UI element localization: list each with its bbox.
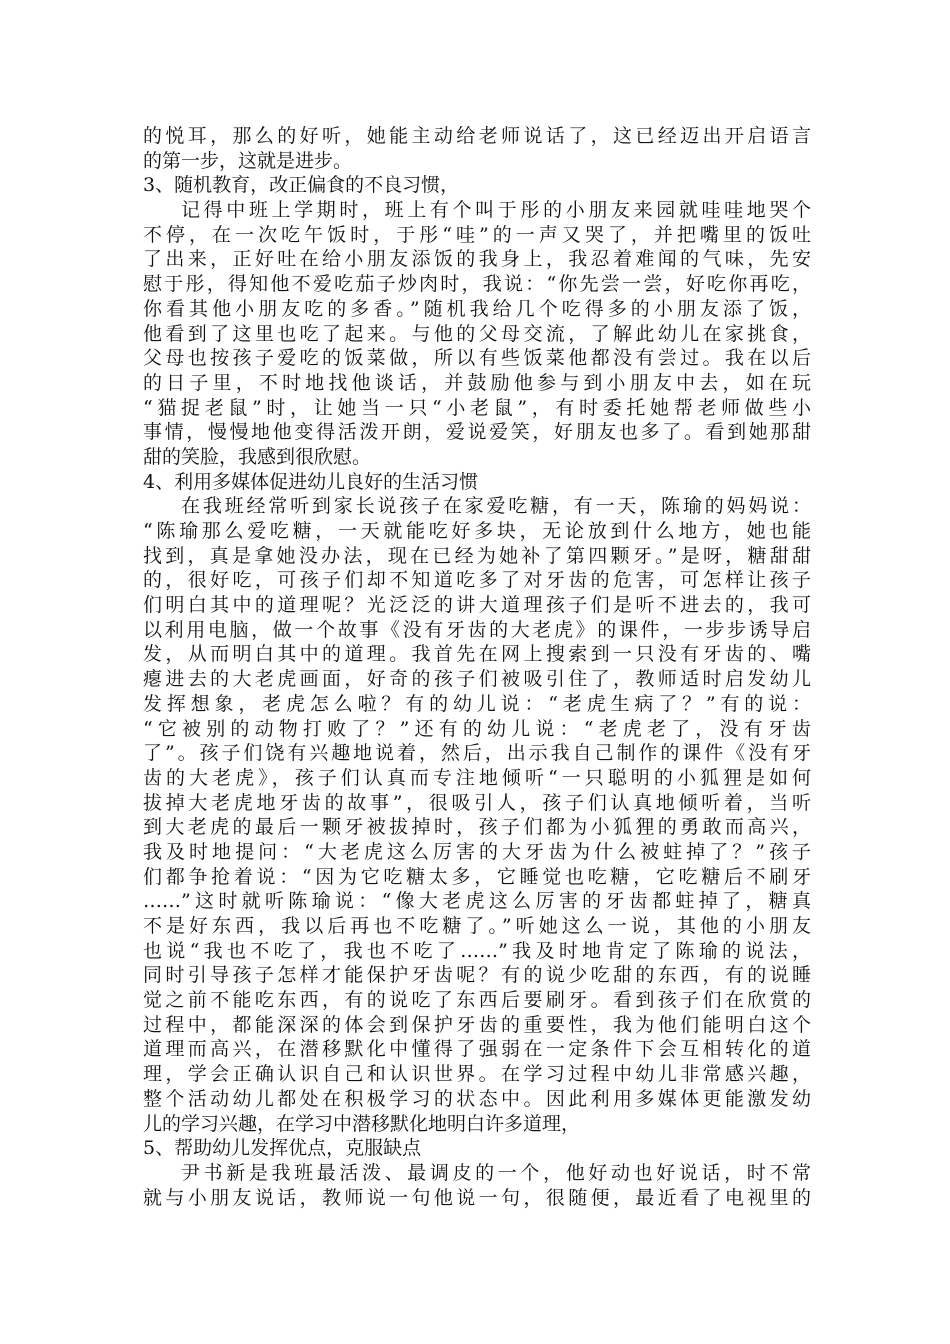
- text-line: 的，很好吃，可孩子们却不知道吃多了对牙齿的危害，可怎样让孩子: [143, 569, 811, 592]
- text-line: 理，学会正确认识自己和认识世界。在学习过程中幼儿非常感兴趣，: [143, 1063, 811, 1086]
- text-line: 了”。孩子们饶有兴趣地说着，然后，出示我自己制作的课件《没有牙: [143, 742, 811, 765]
- text-line: 父母也按孩子爱吃的饭菜做，所以有些饭菜他都没有尝过。我在以后: [143, 347, 811, 370]
- text-line: 就与小朋友说话，教师说一句他说一句，很随便，最近看了电视里的: [143, 1186, 811, 1209]
- text-line: 道理而高兴，在潜移默化中懂得了强弱在一定条件下会互相转化的道: [143, 1038, 811, 1061]
- text-line: 的第一步，这就是进步。: [143, 149, 353, 172]
- text-line: 拔掉大老虎地牙齿的故事”，很吸引人，孩子们认真地倾听着，当听: [143, 791, 811, 814]
- text-line: 儿的学习兴趣，在学习中潜移默化地明白许多道理，: [143, 1112, 581, 1135]
- text-line: 觉之前不能吃东西，有的说吃了东西后要刷牙。看到孩子们在欣赏的: [143, 989, 811, 1012]
- text-line: 们都争抢着说：“因为它吃糖太多，它睡觉也吃糖，它吃糖后不刷牙: [143, 865, 811, 888]
- text-line: 们明白其中的道理呢？光泛泛的讲大道理孩子们是听不进去的，我可: [143, 594, 811, 617]
- text-line: “陈瑜那么爱吃糖，一天就能吃好多块，无论放到什么地方，她也能: [143, 520, 811, 542]
- text-line: 以利用电脑，做一个故事《没有牙齿的大老虎》的课件，一步步诱导启: [143, 618, 811, 641]
- text-line: 也说“我也不吃了，我也不吃了……”我及时地肯定了陈瑜的说法，: [143, 939, 811, 962]
- text-line: 齿的大老虎》，孩子们认真而专注地倾听“一只聪明的小狐狸是如何: [143, 766, 811, 789]
- text-line: 他看到了这里也吃了起来。与他的父母交流，了解此幼儿在家挑食，: [143, 322, 811, 345]
- text-line: 整个活动幼儿都处在积极学习的状态中。因此利用多媒体更能激发幼: [143, 1087, 811, 1110]
- text-line: 到大老虎的最后一颗牙被拔掉时，孩子们都为小狐狸的勇敢而高兴，: [143, 816, 811, 839]
- text-line: “它被别的动物打败了？”还有的幼儿说：“老虎老了，没有牙齿: [143, 717, 811, 740]
- text-line: 不是好东西，我以后再也不吃糖了。”听她这么一说，其他的小朋友: [143, 915, 811, 937]
- text-line: 尹书新是我班最活泼、最调皮的一个，他好动也好说话，时不常: [181, 1161, 811, 1184]
- text-line: 你看其他小朋友吃的多香。”随机我给几个吃得多的小朋友添了饭，: [143, 297, 811, 320]
- text-line: ……”这时就听陈瑜说：“像大老虎这么厉害的牙齿都蛀掉了，糖真: [143, 890, 811, 913]
- text-line: 事情，慢慢地他变得活泼开朗，爱说爱笑，好朋友也多了。看到她那甜: [143, 421, 811, 444]
- text-line: 过程中，都能深深的体会到保护牙齿的重要性，我为他们能明白这个: [143, 1013, 811, 1036]
- text-line: 的悦耳，那么的好听，她能主动给老师说话了，这已经迈出开启语言: [143, 125, 811, 147]
- text-line: 甜的笑脸，我感到很欣慰。: [143, 445, 372, 468]
- text-line: 4、利用多媒体促进幼儿良好的生活习惯: [143, 470, 479, 493]
- text-line: 同时引导孩子怎样才能保护牙齿呢？有的说少吃甜的东西，有的说睡: [143, 964, 811, 987]
- text-line: 慰于彤，得知他不爱吃茄子炒肉时，我说：“你先尝一尝，好吃你再吃，: [143, 273, 811, 296]
- text-line: 了出来，正好吐在给小朋友添饭的我身上，我忍着难闻的气味，先安: [143, 248, 811, 271]
- text-line: 的日子里，不时地找他谈话，并鼓励他参与到小朋友中去，如在玩: [143, 371, 811, 394]
- text-line: 不停，在一次吃午饭时，于彤“哇”的一声又哭了，并把嘴里的饭吐: [143, 223, 811, 246]
- document-body: [143, 124, 811, 1210]
- text-line: 在我班经常听到家长说孩子在家爱吃糖，有一天，陈瑜的妈妈说：: [181, 495, 811, 518]
- text-line: 发挥想象，老虎怎么啦？有的幼儿说：“老虎生病了？”有的说：: [143, 692, 811, 715]
- text-line: 记得中班上学期时，班上有个叫于彤的小朋友来园就哇哇地哭个: [181, 199, 811, 222]
- text-line: 找到，真是拿她没办法，现在已经为她补了第四颗牙。”是呀，糖甜甜: [143, 544, 811, 567]
- text-line: 3、随机教育，改正偏食的不良习惯，: [143, 174, 460, 197]
- text-line: 我及时地提问：“大老虎这么厉害的大牙齿为什么被蛀掉了？”孩子: [143, 840, 811, 863]
- text-line: “猫捉老鼠”时，让她当一只“小老鼠”，有时委托她帮老师做些小: [143, 396, 811, 419]
- text-line: 5、帮助幼儿发挥优点，克服缺点: [143, 1137, 422, 1160]
- text-line: 瘪进去的大老虎画面，好奇的孩子们被吸引住了，教师适时启发幼儿: [143, 668, 811, 691]
- text-line: 发，从而明白其中的道理。我首先在网上搜索到一只没有牙齿的、嘴: [143, 643, 811, 666]
